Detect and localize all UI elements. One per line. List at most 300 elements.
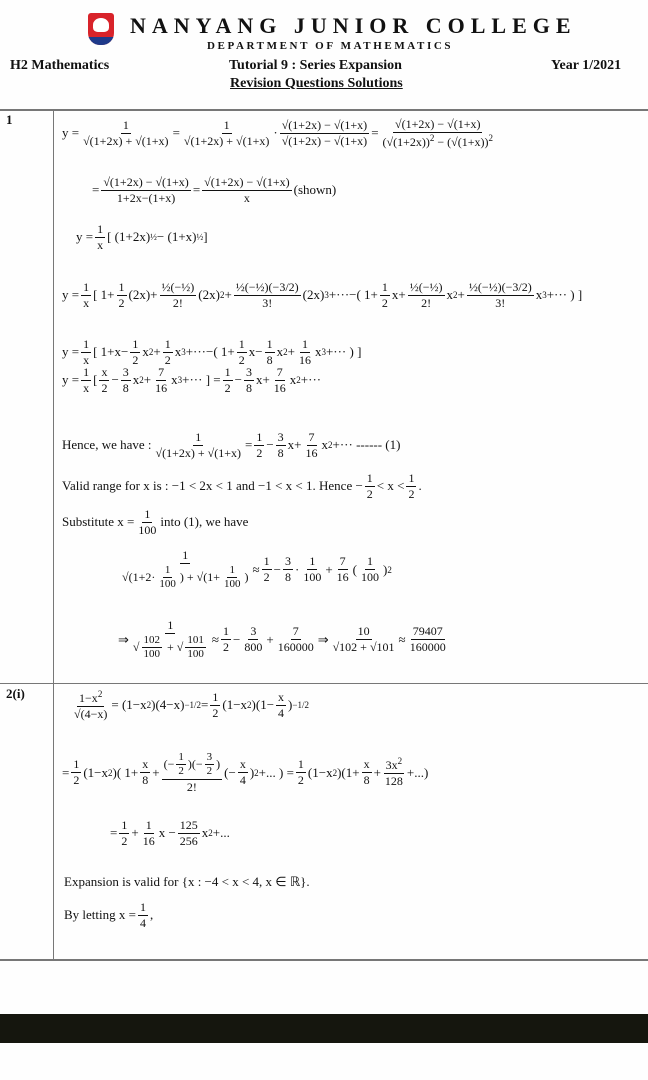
math-line bbox=[62, 117, 497, 150]
denominator bbox=[99, 381, 109, 396]
math-text: 3 bbox=[250, 624, 257, 639]
math-text: 1 bbox=[83, 336, 90, 351]
math-text: (2x) bbox=[198, 287, 220, 302]
fraction bbox=[283, 554, 293, 585]
math-text: 4 bbox=[278, 705, 285, 720]
numerator bbox=[227, 564, 237, 579]
math-text: √102 + √101 bbox=[332, 640, 395, 655]
math-text: x bbox=[171, 372, 178, 387]
numerator bbox=[138, 900, 148, 916]
denominator bbox=[419, 296, 433, 311]
math-text: ) bbox=[216, 756, 221, 771]
table-bottom-border bbox=[0, 959, 648, 961]
math-text: 1 bbox=[83, 364, 90, 379]
denominator bbox=[120, 564, 250, 593]
numerator bbox=[101, 175, 190, 191]
numerator bbox=[121, 365, 131, 381]
fraction bbox=[223, 365, 233, 396]
numerator bbox=[283, 554, 293, 570]
denominator bbox=[304, 446, 320, 461]
exponent: 2 bbox=[108, 767, 113, 778]
math-text: +... ) = bbox=[258, 764, 294, 780]
denominator bbox=[131, 634, 210, 663]
numerator bbox=[165, 618, 175, 634]
math-text: − (√(1+x)) bbox=[434, 134, 489, 149]
math-text: 1 bbox=[366, 470, 373, 485]
math-text: 10 bbox=[357, 624, 370, 639]
numerator bbox=[262, 554, 272, 570]
numerator bbox=[408, 280, 445, 296]
math-text: Substitute x = bbox=[62, 514, 135, 529]
numerator bbox=[160, 280, 197, 296]
fraction bbox=[119, 818, 129, 849]
denominator bbox=[72, 707, 109, 722]
math-text: 100 bbox=[138, 522, 157, 537]
math-text: = bbox=[62, 764, 70, 780]
denominator bbox=[81, 134, 170, 149]
denominator bbox=[223, 381, 233, 396]
numerator bbox=[142, 634, 163, 649]
fraction bbox=[297, 337, 313, 368]
math-text: 1−x bbox=[79, 690, 98, 705]
math-text: 8 bbox=[266, 352, 273, 367]
math-text: 1 bbox=[145, 817, 152, 832]
fraction bbox=[262, 554, 272, 585]
math-text: 1 bbox=[212, 689, 219, 704]
numerator bbox=[300, 337, 310, 353]
numerator bbox=[384, 756, 405, 774]
math-text: + √ bbox=[164, 639, 184, 654]
math-text: √(4−x) bbox=[74, 706, 108, 721]
fraction bbox=[244, 365, 254, 396]
math-text: ] bbox=[203, 229, 208, 244]
math-text: 1 bbox=[97, 221, 104, 236]
math-text: 160000 bbox=[277, 640, 314, 655]
denominator bbox=[359, 570, 381, 585]
math-text: + bbox=[373, 764, 381, 780]
math-text: x bbox=[243, 190, 250, 205]
math-text: 7 bbox=[339, 554, 346, 569]
numerator bbox=[81, 280, 91, 296]
fraction bbox=[72, 689, 109, 722]
question-number: 1 bbox=[6, 112, 13, 127]
math-text: 3 bbox=[206, 750, 213, 763]
numerator bbox=[237, 337, 247, 353]
college-logo bbox=[88, 13, 114, 45]
numerator bbox=[254, 430, 264, 446]
fraction bbox=[185, 634, 206, 663]
math-text: . bbox=[418, 478, 422, 493]
math-text: x bbox=[535, 287, 543, 302]
math-text: 1 bbox=[263, 554, 270, 569]
math-text: = (1−x bbox=[111, 697, 147, 712]
math-text: 16 bbox=[336, 570, 349, 585]
math-text: 7 bbox=[292, 624, 299, 639]
math-text: 2 bbox=[238, 352, 245, 367]
math-text: x bbox=[83, 352, 90, 367]
denominator bbox=[238, 773, 248, 788]
numerator bbox=[362, 757, 372, 773]
math-text: 2 bbox=[408, 486, 415, 501]
numerator bbox=[234, 280, 301, 296]
fraction bbox=[276, 430, 286, 461]
numerator bbox=[130, 337, 140, 353]
numerator bbox=[163, 337, 173, 353]
math-text: x+ bbox=[255, 372, 270, 387]
math-text: ½(−½)(−3/2) bbox=[235, 279, 299, 294]
exponent: ½ bbox=[150, 232, 157, 242]
numerator bbox=[193, 430, 203, 446]
fraction bbox=[276, 690, 286, 721]
exponent: 2 bbox=[139, 375, 144, 385]
math-text: )( 1+ bbox=[112, 764, 139, 780]
math-text: x− bbox=[248, 344, 263, 359]
math-text: √(1+2x) − √(1+x) bbox=[281, 133, 368, 148]
math-text: +···−( 1+ bbox=[328, 287, 378, 302]
numerator bbox=[280, 118, 369, 134]
denominator bbox=[272, 381, 288, 396]
fraction bbox=[301, 554, 323, 585]
math-text: 16 bbox=[273, 380, 286, 395]
math-text: (√(1+2x)) bbox=[382, 134, 430, 149]
math-line bbox=[62, 471, 422, 502]
math-line bbox=[70, 689, 309, 722]
fraction bbox=[95, 222, 105, 253]
fraction bbox=[153, 365, 169, 396]
math-text: [ 1+x− bbox=[93, 344, 129, 359]
denominator bbox=[276, 446, 286, 461]
math-text: 1 bbox=[182, 547, 189, 562]
numerator bbox=[185, 634, 206, 649]
denominator bbox=[381, 133, 495, 150]
numerator bbox=[81, 365, 91, 381]
exponent: 2 bbox=[332, 767, 338, 778]
denominator bbox=[260, 296, 274, 311]
math-text: 16 bbox=[305, 445, 318, 460]
fraction bbox=[71, 757, 81, 788]
math-text: 2! bbox=[172, 295, 183, 310]
math-text: +···−( 1+ bbox=[185, 344, 235, 359]
math-text: 1 bbox=[118, 279, 125, 294]
numerator bbox=[307, 430, 317, 446]
math-text: = bbox=[371, 125, 379, 140]
math-line bbox=[62, 430, 400, 461]
math-text: y = bbox=[62, 372, 80, 387]
math-text: = bbox=[92, 182, 100, 197]
denominator bbox=[493, 296, 507, 311]
math-text: + bbox=[152, 764, 160, 780]
denominator bbox=[283, 570, 293, 585]
fraction bbox=[182, 118, 271, 149]
math-text: 7 bbox=[158, 364, 165, 379]
numerator bbox=[162, 751, 223, 781]
math-text: x bbox=[321, 437, 329, 452]
math-text: 256 bbox=[179, 833, 198, 848]
numerator bbox=[296, 757, 306, 773]
exponent: 3 bbox=[177, 375, 183, 385]
numerator bbox=[307, 554, 317, 570]
math-text: x bbox=[314, 344, 322, 359]
math-text: 8 bbox=[245, 380, 252, 395]
denominator bbox=[182, 134, 271, 149]
math-text: 2 bbox=[178, 765, 184, 778]
numerator bbox=[176, 751, 186, 766]
exponent: 2 bbox=[208, 828, 213, 838]
math-text: 2! bbox=[421, 295, 432, 310]
row-divider bbox=[0, 683, 648, 684]
math-text: , bbox=[149, 907, 154, 922]
exponent: 3 bbox=[181, 347, 186, 357]
denominator bbox=[185, 648, 206, 662]
math-text: +··· ) ] bbox=[325, 344, 362, 359]
math-text: 1 bbox=[132, 336, 139, 351]
math-text: 3 bbox=[277, 429, 284, 444]
fraction bbox=[221, 624, 231, 655]
math-text: x bbox=[363, 757, 370, 772]
exponent: 2 bbox=[97, 688, 103, 699]
fraction bbox=[365, 471, 375, 502]
denominator bbox=[81, 381, 91, 396]
math-text: 7 bbox=[308, 429, 315, 444]
numerator bbox=[411, 624, 445, 640]
math-text: · bbox=[273, 125, 278, 140]
fraction bbox=[117, 280, 127, 311]
math-text: +... bbox=[212, 825, 230, 840]
numerator bbox=[223, 365, 233, 381]
math-text: 1 bbox=[229, 563, 235, 576]
math-text: ) bbox=[249, 764, 255, 780]
numerator bbox=[338, 554, 348, 570]
math-text: into (1), we have bbox=[160, 514, 249, 529]
fraction bbox=[99, 365, 109, 396]
math-text: 101 bbox=[187, 633, 204, 646]
math-text: x bbox=[276, 344, 284, 359]
fraction bbox=[162, 751, 223, 796]
fraction bbox=[81, 118, 170, 149]
fraction bbox=[141, 818, 157, 849]
denominator bbox=[121, 381, 131, 396]
exponent: 3 bbox=[324, 290, 329, 300]
exponent: 2 bbox=[247, 700, 252, 710]
exponent: ½ bbox=[196, 232, 204, 242]
math-text: + bbox=[143, 372, 152, 387]
math-text: 2 bbox=[212, 705, 219, 720]
math-line bbox=[62, 365, 321, 396]
math-text: ⇒ bbox=[317, 631, 329, 647]
math-text: − bbox=[111, 372, 119, 387]
denominator bbox=[254, 446, 264, 461]
math-text: 1 bbox=[381, 279, 388, 294]
numerator bbox=[238, 757, 248, 773]
math-text: 3! bbox=[495, 295, 506, 310]
exponent: −1/2 bbox=[292, 700, 309, 710]
math-text: 800 bbox=[244, 640, 263, 655]
fraction bbox=[406, 471, 416, 502]
math-text: 1 bbox=[238, 336, 245, 351]
numerator bbox=[163, 564, 173, 579]
math-text: x bbox=[101, 364, 108, 379]
math-text: 79407 bbox=[412, 624, 443, 639]
fraction bbox=[142, 634, 163, 663]
math-text: (2x)+ bbox=[128, 287, 158, 302]
math-text: √(1+2x) − √(1+x) bbox=[395, 116, 481, 131]
denominator bbox=[244, 381, 254, 396]
math-text: − bbox=[233, 631, 241, 647]
question-number: 2(i) bbox=[6, 686, 25, 701]
denominator bbox=[276, 706, 286, 721]
denominator bbox=[296, 773, 306, 788]
math-text: 2 bbox=[224, 380, 231, 395]
numerator bbox=[205, 751, 215, 766]
math-line bbox=[62, 751, 428, 796]
math-text: 160000 bbox=[409, 640, 446, 655]
fraction bbox=[81, 280, 91, 311]
denominator bbox=[222, 578, 243, 592]
denominator bbox=[331, 640, 397, 655]
numerator bbox=[393, 117, 482, 133]
numerator bbox=[356, 624, 372, 640]
fraction bbox=[467, 280, 534, 311]
math-text: 2 bbox=[73, 773, 80, 788]
math-text: x bbox=[142, 344, 149, 359]
math-text: 100 bbox=[223, 578, 241, 591]
denominator bbox=[242, 640, 264, 655]
fraction bbox=[380, 280, 390, 311]
math-text: 2 bbox=[366, 486, 373, 501]
math-text: √(1+2x) − √(1+x) bbox=[281, 117, 368, 132]
math-text: 7 bbox=[276, 364, 283, 379]
fraction bbox=[138, 900, 148, 931]
numerator bbox=[222, 118, 232, 134]
math-text: 2 bbox=[118, 295, 125, 310]
math-text: 1 bbox=[297, 757, 304, 772]
math-text: x bbox=[201, 825, 209, 840]
math-text: ) bbox=[244, 569, 249, 584]
denominator bbox=[117, 296, 127, 311]
exponent: 2 bbox=[488, 132, 493, 143]
math-text: Hence, we have : bbox=[62, 437, 152, 452]
numerator bbox=[276, 690, 286, 706]
math-text: ≈ bbox=[211, 631, 219, 647]
exponent: 2 bbox=[146, 700, 152, 710]
math-text: 100 bbox=[361, 570, 379, 585]
numerator bbox=[81, 337, 91, 353]
math-line bbox=[118, 618, 450, 663]
math-text: 1 bbox=[139, 899, 146, 914]
math-text: [ (1+2x) bbox=[107, 229, 151, 244]
math-text: 2 bbox=[101, 380, 108, 395]
subtitle: Revision Questions Solutions bbox=[230, 76, 403, 91]
math-text: [ bbox=[93, 372, 98, 387]
math-text: √(1+2x) − √(1+x) bbox=[204, 174, 290, 189]
numerator bbox=[117, 280, 127, 296]
math-line bbox=[64, 874, 310, 890]
math-text: 4 bbox=[139, 915, 146, 930]
math-text: 1 bbox=[367, 554, 373, 569]
math-text: 4 bbox=[239, 773, 246, 788]
numerator bbox=[95, 222, 105, 238]
denominator bbox=[154, 446, 243, 461]
math-text: + bbox=[266, 631, 274, 647]
denominator bbox=[153, 381, 169, 396]
math-text: 8 bbox=[142, 773, 149, 788]
fraction bbox=[178, 818, 200, 849]
denominator bbox=[95, 238, 105, 253]
numerator bbox=[276, 430, 286, 446]
math-text: + bbox=[224, 287, 232, 302]
math-line bbox=[118, 548, 392, 593]
math-line bbox=[76, 222, 208, 253]
numerator bbox=[77, 689, 104, 707]
math-text: 1 bbox=[178, 750, 184, 763]
denominator bbox=[408, 640, 448, 655]
numerator bbox=[140, 757, 150, 773]
math-text: = bbox=[244, 437, 253, 452]
math-text: +··· ------ (1) bbox=[332, 437, 401, 452]
math-text: )(1− bbox=[251, 697, 275, 712]
math-text: (1−x bbox=[307, 764, 333, 780]
math-text: x − bbox=[158, 825, 176, 840]
math-text: √(1+2x) − √(1+x) bbox=[103, 174, 189, 189]
math-text: (1−x bbox=[222, 697, 248, 712]
fraction bbox=[242, 624, 264, 655]
denominator bbox=[136, 523, 158, 538]
fraction bbox=[383, 756, 405, 789]
fraction bbox=[280, 118, 369, 149]
fraction bbox=[272, 365, 288, 396]
fraction bbox=[276, 624, 316, 655]
math-text: x bbox=[83, 380, 90, 395]
math-text: − bbox=[234, 372, 242, 387]
math-text: 3 bbox=[122, 364, 129, 379]
math-line bbox=[64, 900, 153, 931]
math-text: y = bbox=[62, 125, 80, 140]
numerator bbox=[467, 280, 534, 296]
math-text: 100 bbox=[187, 648, 204, 661]
math-text: x bbox=[142, 757, 149, 772]
math-text: = bbox=[110, 825, 118, 840]
math-text: 102 bbox=[143, 633, 160, 646]
denominator bbox=[71, 773, 81, 788]
math-line bbox=[62, 280, 582, 311]
numerator bbox=[180, 548, 190, 564]
numerator bbox=[71, 757, 81, 773]
fraction bbox=[176, 751, 186, 780]
math-text: 2 bbox=[256, 445, 263, 460]
exponent: 2 bbox=[328, 440, 333, 450]
numerator bbox=[202, 175, 291, 191]
numerator bbox=[406, 471, 416, 487]
math-text: 1 bbox=[224, 364, 231, 379]
denominator bbox=[335, 570, 351, 585]
exponent: 2 bbox=[453, 290, 458, 300]
tutorial-title: Tutorial 9 : Series Expansion bbox=[229, 58, 402, 73]
math-text: 2 bbox=[223, 640, 229, 655]
denominator bbox=[171, 296, 185, 311]
fraction bbox=[81, 337, 91, 368]
math-text: 16 bbox=[142, 833, 155, 848]
math-text: ½(−½) bbox=[161, 279, 195, 294]
exponent: −1/2 bbox=[184, 700, 202, 710]
math-text: +··· ) ] bbox=[546, 287, 583, 302]
math-line bbox=[62, 337, 361, 368]
numerator bbox=[265, 337, 275, 353]
math-text: 100 bbox=[303, 570, 322, 585]
exponent: 3 bbox=[321, 347, 326, 357]
fraction bbox=[254, 430, 264, 461]
numerator bbox=[121, 118, 131, 134]
math-text: (− bbox=[163, 756, 175, 771]
